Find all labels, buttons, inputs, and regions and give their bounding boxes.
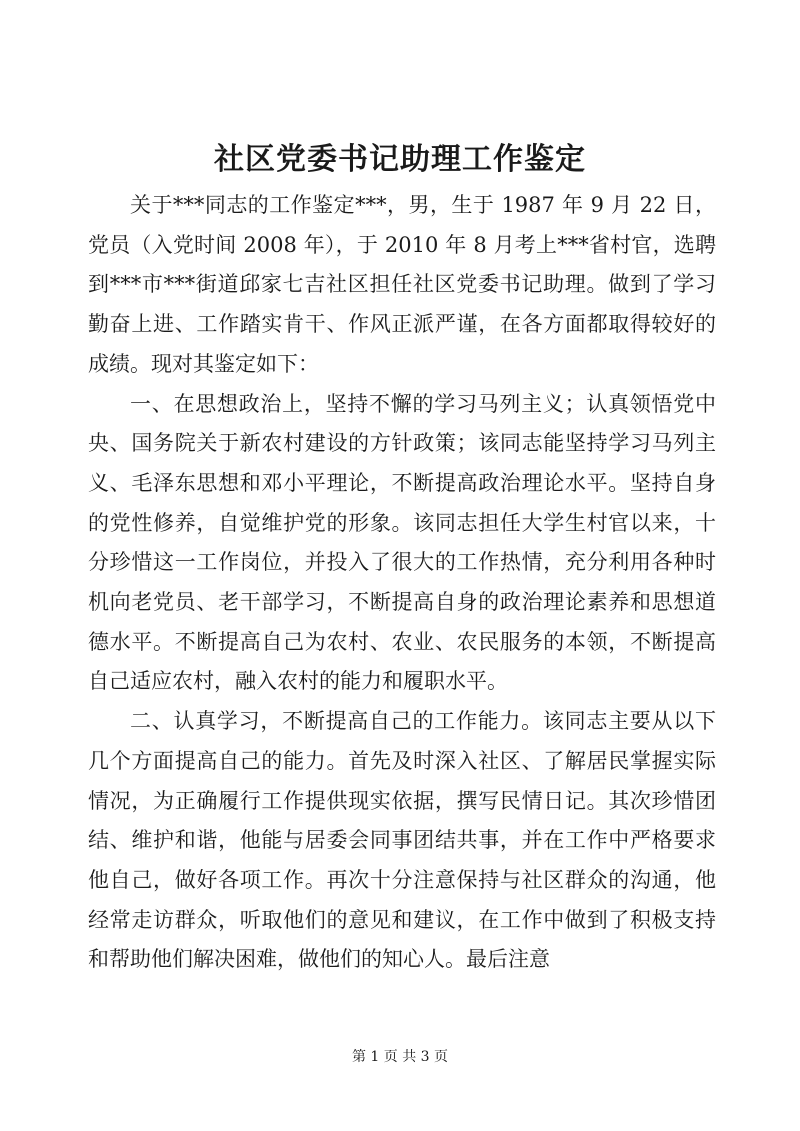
document-title: 社区党委书记助理工作鉴定 bbox=[214, 142, 586, 177]
paragraph-intro: 关于***同志的工作鉴定***，男，生于 1987 年 9 月 22 日，党员（入党时间 2008 年），于 2010 年 8 月考上***省村官，选聘到***市***街道邱家七吉社区担任社区党委书记助理。做到了学习勤奋上进、工作踏实肯干、作风正派严谨，在各方面都取得较好的成绩。现对其鉴定如下： bbox=[88, 193, 716, 376]
page-footer: 第 1 页 共 3 页 bbox=[351, 1049, 449, 1065]
document-body bbox=[88, 186, 716, 980]
paragraph-study: 二、认真学习，不断提高自己的工作能力。该同志主要从以下几个方面提高自己的能力。首先及时深入社区、了解居民掌握实际情况，为正确履行工作提供现实依据，撰写民情日记。其次珍惜团结、维护和谐，他能与居委会同事团结共事，并在工作中严格要求他自己，做好各项工作。再次十分注意保持与社区群众的沟通，他经常走访群众，听取他们的意见和建议，在工作中做到了积极支持和帮助他们解决困难，做他们的知心人。最后注意 bbox=[88, 709, 716, 972]
paragraph-political: 一、在思想政治上，坚持不懈的学习马列主义；认真领悟党中央、国务院关于新农村建设的方针政策；该同志能坚持学习马列主义、毛泽东思想和邓小平理论，不断提高政治理论水平。坚持自身的党性修养，自觉维护党的形象。该同志担任大学生村官以来，十分珍惜这一工作岗位，并投入了很大的工作热情，充分利用各种时机向老党员、老干部学习，不断提高自身的政治理论素养和思想道德水平。不断提高自己为农村、农业、农民服务的本领，不断提高自己适应农村，融入农村的能力和履职水平。 bbox=[88, 391, 716, 694]
